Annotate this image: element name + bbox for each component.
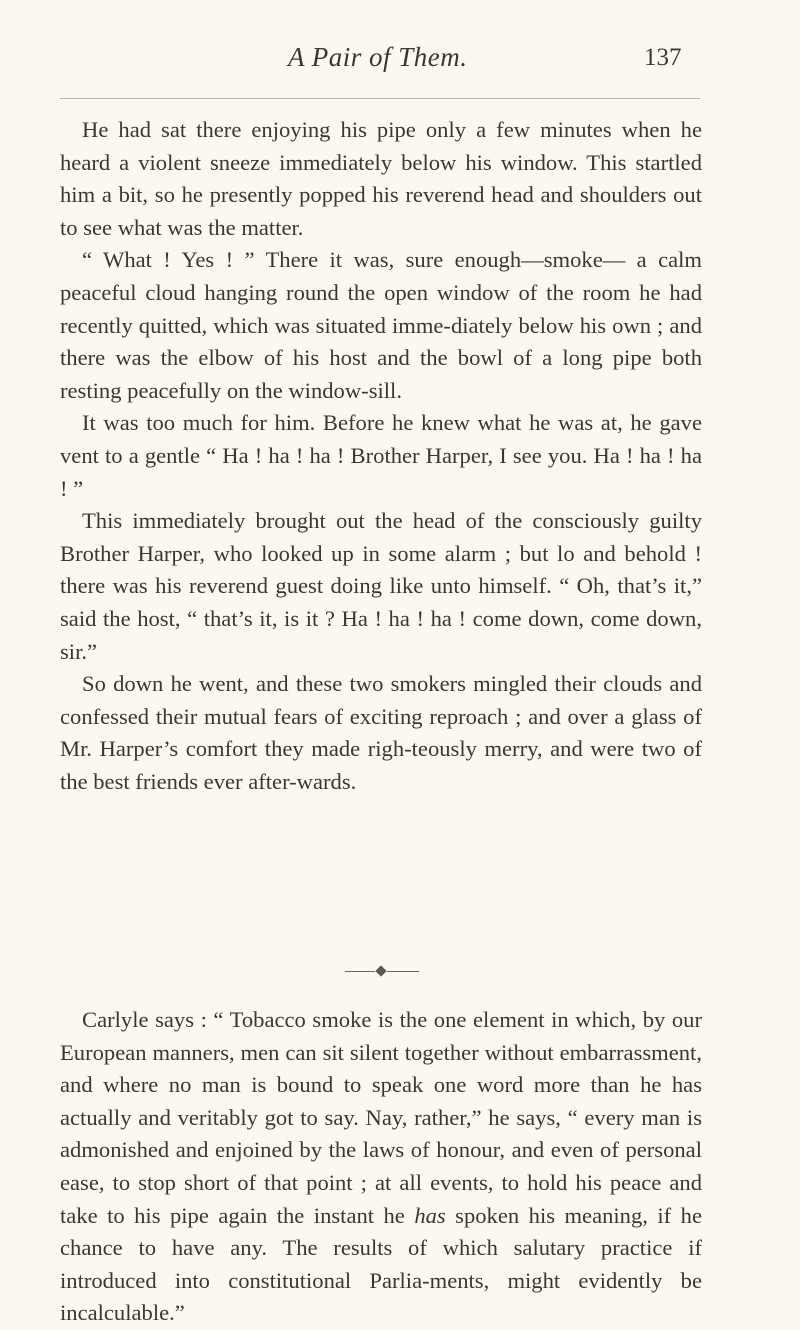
running-head — [0, 42, 800, 82]
paragraph: It was too much for him. Before he knew what he was at, he gave vent to a gentle “ Ha ! ha ! ha ! Brother Harper, I see you. Ha ! ha ! ha ! ” — [60, 410, 702, 501]
paragraph: So down he went, and these two smokers mingled their clouds and confessed their mutual fears of exciting reproach ; and over a glass of Mr. Harper’s comfort they made righ-teously merry, and were two of the best friends ever after-wards. — [60, 671, 702, 794]
header-rule — [60, 98, 700, 99]
quote-text: spoken his meaning, if he chance to have any. The results of which salutary practice if introduced into constitutional Parlia-ments, might evidently be incalculable.” — [60, 1202, 702, 1326]
carlyle-quote-text — [60, 1004, 702, 1330]
divider-line — [387, 971, 419, 972]
story-text — [60, 114, 702, 798]
paragraph: “ What ! Yes ! ” There it was, sure enough—smoke— a calm peaceful cloud hanging round the open window of the room he had recently quitted, which was situated imme-diately below his own ; and there was the elbow of his host and the bowl of a long pipe both resting peacefully on the window-sill. — [60, 247, 702, 403]
paragraph: He had sat there enjoying his pipe only a few minutes when he heard a violent sneeze immediately below his window. This startled him a bit, so he presently popped his reverend head and shoulders out to see what was the matter. — [60, 117, 702, 240]
page-number: 137 — [644, 44, 682, 71]
paragraph: This immediately brought out the head of the consciously guilty Brother Harper, who looked up in some alarm ; but lo and behold ! there was his reverend guest doing like unto himself. “ Oh, that’s it,” said the host, “ that’s it, is it ? Ha ! ha ! ha ! come down, come down, sir.” — [60, 508, 702, 664]
quote-text: Carlyle says : “ Tobacco smoke is the one element in which, by our European manners, men can sit silent together without embarrassment, and where no man is bound to speak one word more than he has actually and veritably got to say. Nay, rather,” he says, “ every man is admonished and enjoined by the laws of honour, and even of personal ease, to stop short of that point ; at all events, to hold his peace and take to his pipe again the instant he — [60, 1007, 702, 1228]
divider-line — [345, 971, 375, 972]
emphasized-word: has — [414, 1202, 446, 1228]
diamond-ornament-icon — [375, 965, 386, 976]
paragraph — [60, 1004, 702, 1330]
running-title: A Pair of Them. — [288, 42, 468, 72]
section-divider — [345, 966, 419, 978]
